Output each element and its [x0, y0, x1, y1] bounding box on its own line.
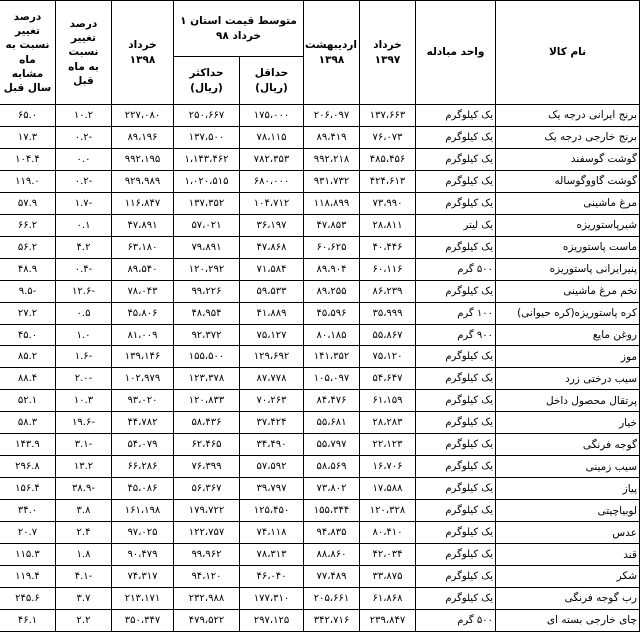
cell-min-price: ۴۱،۸۸۹	[240, 302, 304, 324]
cell-min-price: ۱۲۹،۶۹۲	[240, 346, 304, 368]
cell-change-year: ۲۷.۲	[0, 302, 55, 324]
cell-khordad97: ۱۲۰،۳۲۸	[360, 500, 416, 522]
cell-change-year: ۲۰.۷	[0, 522, 55, 544]
table-row	[0, 390, 640, 412]
cell-min-price: ۶۸۰،۰۰۰	[240, 170, 304, 192]
cell-change-year: ۲۴۵.۶	[0, 587, 55, 609]
cell-max-price: ۱۵۵،۵۰۰	[173, 346, 239, 368]
cell-khordad98: ۷۸،۰۴۳	[111, 280, 173, 302]
cell-min-price: ۷۵،۱۲۷	[240, 324, 304, 346]
cell-change-month: -۰.۲	[55, 170, 111, 192]
cell-khordad97: ۱۶،۷۰۶	[360, 456, 416, 478]
cell-unit: یک کیلوگرم	[416, 587, 496, 609]
cell-khordad98: ۴۵،۸۰۶	[111, 302, 173, 324]
cell-item-name: تخم مرغ ماشینی	[496, 280, 640, 302]
cell-max-price: ۷۹،۸۹۱	[173, 236, 239, 258]
cell-max-price: ۱۲۰،۲۹۲	[173, 258, 239, 280]
table-row	[0, 368, 640, 390]
cell-item-name: عدس	[496, 522, 640, 544]
cell-khordad98: ۹۰،۴۷۹	[111, 544, 173, 566]
cell-item-name: پرتقال محصول داخل	[496, 390, 640, 412]
cell-min-price: ۷۱،۵۸۴	[240, 258, 304, 280]
cell-khordad98: ۴۵،۰۸۶	[111, 478, 173, 500]
cell-ordibehesht98: ۸۰،۱۸۵	[304, 324, 360, 346]
cell-khordad98: ۸۹،۱۹۶	[111, 126, 173, 148]
cell-ordibehesht98: ۵۵،۷۹۷	[304, 434, 360, 456]
cell-max-price: ۹۴،۱۲۰	[173, 566, 239, 588]
cell-change-year: ۵۶.۲	[0, 236, 55, 258]
cell-ordibehesht98: ۹۴،۸۳۵	[304, 522, 360, 544]
cell-unit: یک کیلوگرم	[416, 236, 496, 258]
table-row	[0, 126, 640, 148]
cell-unit: یک کیلوگرم	[416, 368, 496, 390]
cell-khordad97: ۶۱،۱۵۹	[360, 390, 416, 412]
table-row	[0, 280, 640, 302]
cell-khordad98: ۷۴،۳۱۷	[111, 566, 173, 588]
cell-change-year: ۸۵.۲	[0, 346, 55, 368]
cell-max-price: ۹۹،۲۲۶	[173, 280, 239, 302]
cell-min-price: ۱۰۴،۷۱۲	[240, 192, 304, 214]
cell-ordibehesht98: ۸۹،۹۰۴	[304, 258, 360, 280]
table-row	[0, 192, 640, 214]
cell-khordad98: ۹۷،۰۲۵	[111, 522, 173, 544]
cell-unit: یک کیلوگرم	[416, 500, 496, 522]
cell-ordibehesht98: ۴۵،۵۹۶	[304, 302, 360, 324]
cell-unit: یک کیلوگرم	[416, 522, 496, 544]
cell-change-month: -۴.۱	[55, 566, 111, 588]
header-ordibehesht98	[304, 1, 360, 105]
cell-change-month: ۱.۸	[55, 544, 111, 566]
cell-unit: ۵۰۰ گرم	[416, 609, 496, 631]
cell-change-month: ۳.۷	[55, 587, 111, 609]
cell-khordad97: ۵۴،۶۴۷	[360, 368, 416, 390]
cell-item-name: لوبیاچیتی	[496, 500, 640, 522]
cell-ordibehesht98: ۸۴،۴۷۶	[304, 390, 360, 412]
cell-khordad98: ۹۹۲،۱۹۵	[111, 148, 173, 170]
cell-khordad97: ۴۰،۴۴۶	[360, 236, 416, 258]
cell-max-price: ۷۶،۳۹۹	[173, 456, 239, 478]
cell-ordibehesht98: ۵۵،۶۸۱	[304, 412, 360, 434]
table-row	[0, 236, 640, 258]
cell-ordibehesht98: ۷۷،۴۸۹	[304, 566, 360, 588]
cell-change-month: ۰.۱	[55, 214, 111, 236]
cell-change-month: ۲.۲	[55, 609, 111, 631]
cell-unit: یک کیلوگرم	[416, 566, 496, 588]
cell-min-price: ۸۷،۷۷۸	[240, 368, 304, 390]
cell-unit: یک کیلوگرم	[416, 346, 496, 368]
cell-item-name: پیاز	[496, 478, 640, 500]
cell-max-price: ۱۷۹،۷۲۲	[173, 500, 239, 522]
cell-ordibehesht98: ۸۹،۲۵۵	[304, 280, 360, 302]
cell-change-month: -۱۹.۶	[55, 412, 111, 434]
cell-khordad97: ۳۳،۸۷۵	[360, 566, 416, 588]
table-row	[0, 434, 640, 456]
cell-change-year: ۱۰۴.۴	[0, 148, 55, 170]
cell-min-price: ۲۹۷،۱۲۵	[240, 609, 304, 631]
table-row	[0, 412, 640, 434]
header-max-line1: حداکثر	[189, 67, 224, 80]
header-avg-price-line1: متوسط قیمت استان ۱	[180, 15, 297, 28]
cell-max-price: ۶۲،۴۶۵	[173, 434, 239, 456]
cell-change-month: ۱۰.۲	[55, 105, 111, 127]
table-row	[0, 346, 640, 368]
cell-khordad98: ۵۴،۰۷۹	[111, 434, 173, 456]
table-row	[0, 456, 640, 478]
cell-min-price: ۳۶،۱۹۷	[240, 214, 304, 236]
header-khordad98: خرداد ۱۳۹۸	[111, 1, 173, 105]
cell-unit: یک کیلوگرم	[416, 434, 496, 456]
cell-item-name: مرغ ماشینی	[496, 192, 640, 214]
header-khordad97-line1: خرداد	[373, 39, 402, 52]
cell-change-year: ۱۷.۳	[0, 126, 55, 148]
cell-max-price: ۹۹،۹۶۲	[173, 544, 239, 566]
cell-min-price: ۳۹،۷۹۷	[240, 478, 304, 500]
cell-unit: ۹۰۰ گرم	[416, 324, 496, 346]
header-change-month-line3: نسبت	[68, 46, 99, 59]
cell-item-name: گوجه فرنگی	[496, 434, 640, 456]
header-khordad97	[360, 1, 416, 105]
cell-change-year: ۲۹۶.۸	[0, 456, 55, 478]
cell-max-price: ۲۵۰،۶۶۷	[173, 105, 239, 127]
cell-khordad98: ۴۷،۸۹۱	[111, 214, 173, 236]
cell-item-name: گوشت گوسفند	[496, 148, 640, 170]
cell-change-year: ۵۸.۳	[0, 412, 55, 434]
cell-max-price: ۹۲،۳۷۲	[173, 324, 239, 346]
cell-item-name: کره پاستوریزه(کره حیوانی)	[496, 302, 640, 324]
header-change-prev-month	[55, 1, 111, 105]
cell-max-price: ۵۸،۴۳۶	[173, 412, 239, 434]
cell-unit: یک کیلوگرم	[416, 192, 496, 214]
cell-unit: یک کیلوگرم	[416, 544, 496, 566]
cell-khordad97: ۶۰،۱۱۶	[360, 258, 416, 280]
cell-min-price: ۵۷،۵۹۲	[240, 456, 304, 478]
cell-min-price: ۳۷،۴۲۴	[240, 412, 304, 434]
cell-item-name: خیار	[496, 412, 640, 434]
cell-change-month: ۰.۰	[55, 148, 111, 170]
table-row	[0, 522, 640, 544]
header-avg-price-group	[173, 1, 303, 57]
table-row	[0, 544, 640, 566]
cell-ordibehesht98: ۱۵۵،۳۴۴	[304, 500, 360, 522]
header-name: نام کالا	[496, 1, 640, 105]
table-row	[0, 500, 640, 522]
cell-min-price: ۴۷،۸۶۸	[240, 236, 304, 258]
cell-min-price: ۱۷۷،۳۱۰	[240, 587, 304, 609]
cell-item-name: سیب درختی زرد	[496, 368, 640, 390]
header-max-line2: (ریال)	[190, 81, 223, 94]
cell-change-month: ۱.۰	[55, 324, 111, 346]
cell-khordad97: ۸۶،۲۳۹	[360, 280, 416, 302]
table-row	[0, 214, 640, 236]
cell-item-name: گوشت گاووگوساله	[496, 170, 640, 192]
header-change-month-line5: قبل	[73, 74, 94, 87]
cell-unit: یک کیلوگرم	[416, 478, 496, 500]
cell-min-price: ۱۲۵،۴۵۰	[240, 500, 304, 522]
cell-ordibehesht98: ۸۸،۸۶۰	[304, 544, 360, 566]
cell-change-year: ۱۵۶.۴	[0, 478, 55, 500]
cell-min-price: ۵۹،۵۳۳	[240, 280, 304, 302]
cell-khordad98: ۸۹،۵۴۰	[111, 258, 173, 280]
cell-ordibehesht98: ۲۰۶،۰۹۷	[304, 105, 360, 127]
cell-min-price: ۷۴،۱۱۸	[240, 522, 304, 544]
cell-khordad98: ۹۲۹،۹۸۹	[111, 170, 173, 192]
cell-unit: یک کیلوگرم	[416, 280, 496, 302]
header-change-prev-year	[0, 1, 55, 105]
header-change-month-line1: درصد	[69, 18, 98, 31]
table-row	[0, 587, 640, 609]
header-change-year-line1: درصد	[13, 10, 42, 23]
cell-change-year: ۴۶.۱	[0, 609, 55, 631]
cell-max-price: ۱۳۷،۵۰۰	[173, 126, 239, 148]
table-row	[0, 609, 640, 631]
header-change-year-line3: نسبت به	[5, 39, 50, 52]
cell-unit: یک کیلوگرم	[416, 412, 496, 434]
cell-min-price: ۷۸،۱۱۵	[240, 126, 304, 148]
cell-khordad98: ۶۶،۲۸۶	[111, 456, 173, 478]
cell-khordad97: ۴۲۴،۶۱۳	[360, 170, 416, 192]
cell-item-name: برنج خارجی درجه یک	[496, 126, 640, 148]
cell-item-name: ماست پاستوریزه	[496, 236, 640, 258]
cell-khordad97: ۴۸۵،۴۵۶	[360, 148, 416, 170]
cell-change-year: ۴۸.۹	[0, 258, 55, 280]
cell-change-month: -۱۲.۶	[55, 280, 111, 302]
cell-khordad97: ۸۰،۴۱۰	[360, 522, 416, 544]
cell-khordad98: ۲۲۷،۰۸۰	[111, 105, 173, 127]
cell-unit: یک کیلوگرم	[416, 105, 496, 127]
cell-khordad98: ۶۳،۱۸۰	[111, 236, 173, 258]
cell-khordad97: ۷۶،۰۷۳	[360, 126, 416, 148]
cell-ordibehesht98: ۱۱۸،۸۹۹	[304, 192, 360, 214]
cell-unit: ۱۰۰ گرم	[416, 302, 496, 324]
cell-max-price: ۴۷۹،۵۲۲	[173, 609, 239, 631]
cell-min-price: ۳۴،۴۹۰	[240, 434, 304, 456]
cell-change-month: ۱۰.۳	[55, 390, 111, 412]
header-khordad97-line2: ۱۳۹۷	[374, 53, 401, 66]
cell-max-price: ۱۲۳،۳۷۸	[173, 368, 239, 390]
cell-khordad98: ۱۰۲،۹۷۹	[111, 368, 173, 390]
header-change-month-line2: تغییر	[70, 32, 96, 45]
cell-change-year: ۶۵.۰	[0, 105, 55, 127]
cell-ordibehesht98: ۲۰۵،۶۶۱	[304, 587, 360, 609]
cell-item-name: چای خارجی بسته ای	[496, 609, 640, 631]
cell-change-year: ۵۲.۱	[0, 390, 55, 412]
table-header	[0, 1, 640, 105]
cell-item-name: روغن مایع	[496, 324, 640, 346]
cell-max-price: ۱۳۷،۳۵۲	[173, 192, 239, 214]
cell-change-year: ۱۱۹.۴	[0, 566, 55, 588]
cell-ordibehesht98: ۶۰،۶۲۵	[304, 236, 360, 258]
cell-khordad98: ۱۶۱،۱۹۸	[111, 500, 173, 522]
cell-khordad98: ۱۳۹،۱۴۶	[111, 346, 173, 368]
cell-change-month: ۳.۸	[55, 500, 111, 522]
cell-khordad97: ۴۲،۰۳۴	[360, 544, 416, 566]
table-row	[0, 478, 640, 500]
cell-min-price: ۴۶،۰۴۰	[240, 566, 304, 588]
cell-unit: ۵۰۰ گرم	[416, 258, 496, 280]
cell-item-name: موز	[496, 346, 640, 368]
cell-change-year: ۱۱۹.۰	[0, 170, 55, 192]
header-change-year-line5: سال قبل	[3, 81, 52, 94]
cell-change-year: ۱۱۵.۳	[0, 544, 55, 566]
cell-khordad97: ۷۳،۹۹۰	[360, 192, 416, 214]
cell-change-month: -۱.۷	[55, 192, 111, 214]
cell-khordad97: ۱۷،۵۸۸	[360, 478, 416, 500]
cell-unit: یک کیلوگرم	[416, 126, 496, 148]
cell-ordibehesht98: ۵۸،۵۶۹	[304, 456, 360, 478]
cell-min-price: ۷۸،۳۱۳	[240, 544, 304, 566]
cell-item-name: شیرپاستوریزه	[496, 214, 640, 236]
cell-khordad97: ۱۳۷،۶۶۳	[360, 105, 416, 127]
cell-change-month: -۳.۱	[55, 434, 111, 456]
cell-change-month: -۰.۲	[55, 126, 111, 148]
cell-unit: یک لیتر	[416, 214, 496, 236]
cell-change-year: ۶۶.۲	[0, 214, 55, 236]
cell-khordad97: ۲۸،۸۱۱	[360, 214, 416, 236]
header-unit: واحد مبادله	[416, 1, 496, 105]
cell-change-month: ۴.۲	[55, 236, 111, 258]
cell-unit: یک کیلوگرم	[416, 390, 496, 412]
cell-khordad97: ۷۵،۱۲۰	[360, 346, 416, 368]
cell-max-price: ۱،۱۴۳،۴۶۲	[173, 148, 239, 170]
table-row	[0, 258, 640, 280]
cell-item-name: برنج ایرانی درجه یک	[496, 105, 640, 127]
header-change-month-line4: به ماه	[68, 60, 99, 73]
header-max	[173, 57, 239, 105]
cell-min-price: ۷۸۲،۳۵۳	[240, 148, 304, 170]
table-row	[0, 324, 640, 346]
cell-khordad98: ۸۱،۰۰۹	[111, 324, 173, 346]
cell-khordad97: ۲۸،۲۸۳	[360, 412, 416, 434]
cell-change-year: ۵۷.۹	[0, 192, 55, 214]
header-min	[240, 57, 304, 105]
cell-change-month: ۰.۵	[55, 302, 111, 324]
cell-min-price: ۷۰،۲۶۳	[240, 390, 304, 412]
cell-item-name: سیب زمینی	[496, 456, 640, 478]
cell-change-month: ۱۳.۲	[55, 456, 111, 478]
cell-item-name: شکر	[496, 566, 640, 588]
cell-ordibehesht98: ۷۳،۸۰۲	[304, 478, 360, 500]
cell-item-name: قند	[496, 544, 640, 566]
header-ordibehesht98-line1: اردیبهشت	[305, 39, 357, 52]
cell-max-price: ۴۸،۹۵۴	[173, 302, 239, 324]
cell-max-price: ۲۳۲،۹۸۸	[173, 587, 239, 609]
cell-khordad97: ۲۲،۱۲۳	[360, 434, 416, 456]
cell-khordad98: ۴۴،۷۸۲	[111, 412, 173, 434]
header-min-line2: (ریال)	[255, 81, 288, 94]
cell-unit: یک کیلوگرم	[416, 456, 496, 478]
cell-max-price: ۱۲۲،۷۵۷	[173, 522, 239, 544]
cell-khordad98: ۲۱۳،۱۷۱	[111, 587, 173, 609]
cell-max-price: ۵۶،۳۶۷	[173, 478, 239, 500]
cell-change-month: -۳۸.۹	[55, 478, 111, 500]
cell-change-year: ۳۴.۰	[0, 500, 55, 522]
cell-ordibehesht98: ۸۹،۴۱۹	[304, 126, 360, 148]
cell-change-year: ۴۵.۰	[0, 324, 55, 346]
cell-ordibehesht98: ۳۴۲،۷۱۶	[304, 609, 360, 631]
cell-max-price: ۱۲۰،۸۳۳	[173, 390, 239, 412]
cell-khordad97: ۶۱،۸۶۸	[360, 587, 416, 609]
cell-change-year: ۱۴۳.۹	[0, 434, 55, 456]
cell-change-year: -۹.۵	[0, 280, 55, 302]
cell-unit: یک کیلوگرم	[416, 148, 496, 170]
header-change-year-line4: ماه مشابه	[11, 53, 44, 80]
cell-ordibehesht98: ۱۴۱،۳۵۲	[304, 346, 360, 368]
cell-ordibehesht98: ۴۷،۸۵۳	[304, 214, 360, 236]
table-row	[0, 170, 640, 192]
header-ordibehesht98-line2: ۱۳۹۸	[318, 53, 345, 66]
cell-change-month: -۰.۴	[55, 258, 111, 280]
cell-min-price: ۱۷۵،۰۰۰	[240, 105, 304, 127]
cell-item-name: پنیرایرانی پاستوریزه	[496, 258, 640, 280]
cell-change-month: ۲.۴	[55, 522, 111, 544]
cell-ordibehesht98: ۹۹۲،۲۱۸	[304, 148, 360, 170]
cell-ordibehesht98: ۹۳۱،۷۳۲	[304, 170, 360, 192]
header-avg-price-line2: خرداد ۹۸	[216, 29, 261, 42]
cell-change-month: -۱.۶	[55, 346, 111, 368]
table-row	[0, 105, 640, 127]
cell-khordad97: ۲۳۹،۸۴۷	[360, 609, 416, 631]
header-min-line1: حداقل	[254, 67, 289, 80]
cell-max-price: ۱،۰۲۰،۵۱۵	[173, 170, 239, 192]
cell-max-price: ۵۷،۰۲۱	[173, 214, 239, 236]
cell-khordad98: ۱۱۶،۸۴۷	[111, 192, 173, 214]
table-row	[0, 566, 640, 588]
cell-unit: یک کیلوگرم	[416, 170, 496, 192]
cell-khordad97: ۵۵،۸۶۷	[360, 324, 416, 346]
cell-khordad98: ۳۵۰،۳۴۷	[111, 609, 173, 631]
table-row	[0, 148, 640, 170]
cell-change-year: ۸۸.۴	[0, 368, 55, 390]
cell-ordibehesht98: ۱۰۵،۰۹۷	[304, 368, 360, 390]
cell-change-month: -۲.۰	[55, 368, 111, 390]
cell-item-name: رب گوجه فرنگی	[496, 587, 640, 609]
header-change-year-line2: تغییر	[14, 25, 40, 38]
table-body	[0, 105, 640, 632]
table-row	[0, 302, 640, 324]
cell-khordad98: ۹۳،۰۲۰	[111, 390, 173, 412]
cell-khordad97: ۳۵،۹۹۹	[360, 302, 416, 324]
